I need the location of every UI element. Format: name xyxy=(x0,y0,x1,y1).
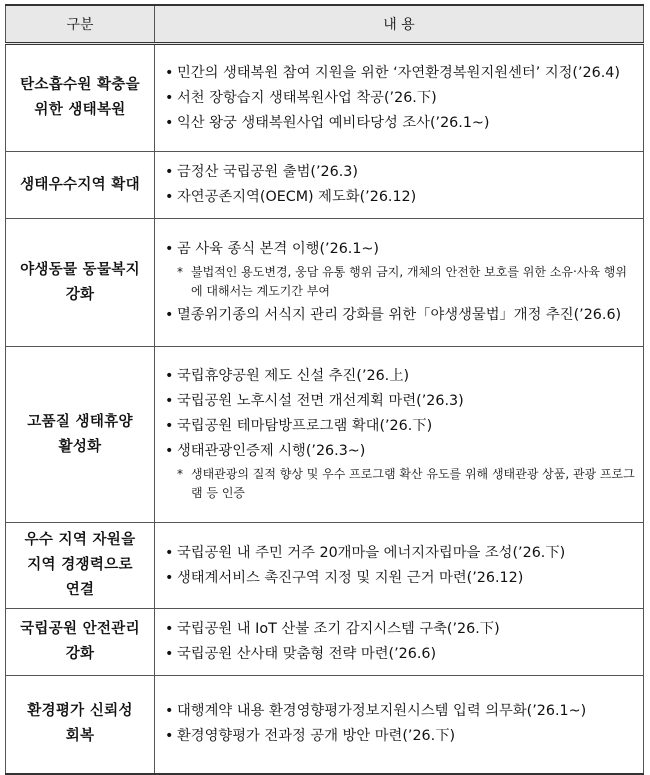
category-cell xyxy=(6,219,155,347)
list-item xyxy=(165,567,635,590)
category-label: 국립공원 안전관리 강화 xyxy=(20,621,140,662)
table-row xyxy=(6,219,644,347)
item-text: 멸종위기종의 서식지 관리 강화를 위한「야생생물법」개정 추진(’26.6) xyxy=(177,307,622,323)
category-cell xyxy=(6,347,155,523)
category-cell xyxy=(6,152,155,219)
list-item xyxy=(165,390,635,413)
content-cell xyxy=(155,676,644,774)
list-item xyxy=(165,440,635,463)
list-item xyxy=(165,725,635,748)
bullet-icon: • xyxy=(165,569,174,586)
header-content: 내 용 xyxy=(155,5,644,44)
table-row xyxy=(6,676,644,774)
category-label: 탄소흡수원 확충을 위한 생태복원 xyxy=(20,77,140,118)
bullet-icon: • xyxy=(165,64,174,81)
bullet-icon: • xyxy=(165,646,174,662)
category-cell xyxy=(6,609,155,676)
item-text: 국립휴양공원 제도 신설 추진(’26.上) xyxy=(177,368,410,384)
note-asterisk-icon: * xyxy=(177,467,183,481)
list-item xyxy=(165,87,635,110)
item-text: 서천 장항습지 생태복원사업 착공(’26.下) xyxy=(177,89,437,106)
bullet-icon: • xyxy=(165,418,174,434)
category-label: 생태우수지역 확대 xyxy=(20,176,140,193)
list-item xyxy=(165,542,635,565)
item-text: 국립공원 내 IoT 산불 조기 감지시스템 구축(’26.下) xyxy=(177,621,500,637)
item-text: 민간의 생태복원 참여 지원을 위한 ‘자연환경복원지원센터’ 지정(’26.4) xyxy=(177,64,620,81)
content-cell xyxy=(155,44,644,152)
item-note xyxy=(177,263,635,301)
list-item xyxy=(165,618,635,641)
bullet-icon: • xyxy=(165,728,174,745)
bullet-icon: • xyxy=(165,703,174,720)
category-cell xyxy=(6,44,155,152)
item-text: 익산 왕궁 생태복원사업 예비타당성 조사(’26.1~) xyxy=(177,114,490,131)
bullet-icon: • xyxy=(165,241,174,257)
category-cell xyxy=(6,523,155,609)
item-text: 생태계서비스 촉진구역 지정 및 지원 근거 마련(’26.12) xyxy=(177,569,524,586)
bullet-icon: • xyxy=(165,393,174,409)
table-row xyxy=(6,44,644,152)
item-text: 국립공원 산사태 맞춤형 전략 마련(’26.6) xyxy=(177,646,437,662)
table-body xyxy=(6,44,644,774)
table-row xyxy=(6,609,644,676)
bullet-icon: • xyxy=(165,189,174,205)
bullet-icon: • xyxy=(165,544,174,561)
bullet-icon: • xyxy=(165,164,174,180)
list-item xyxy=(165,365,635,388)
category-label: 고품질 생태휴양 활성화 xyxy=(27,413,133,455)
item-text: 국립공원 테마탐방프로그램 확대(’26.下) xyxy=(177,418,433,434)
note-asterisk-icon: * xyxy=(177,265,183,279)
table-header-row xyxy=(6,5,644,44)
list-item xyxy=(165,186,635,209)
bullet-icon: • xyxy=(165,89,174,106)
list-item xyxy=(165,700,635,723)
list-item xyxy=(165,161,635,184)
item-text: 생태관광인증제 시행(’26.3~) xyxy=(177,443,366,459)
category-label: 환경평가 신뢰성 회복 xyxy=(27,703,133,745)
list-item xyxy=(165,643,635,666)
item-text: 금정산 국립공원 출범(’26.3) xyxy=(177,164,358,180)
list-item xyxy=(165,62,635,85)
note-text: 생태관광의 질적 향상 및 우수 프로그램 확산 유도를 위해 생태관광 상품, 관광 프로그램 등 인증 xyxy=(191,467,635,500)
table-row xyxy=(6,152,644,219)
content-cell xyxy=(155,609,644,676)
list-item xyxy=(165,304,635,327)
item-text: 국립공원 노후시설 전면 개선계획 마련(’26.3) xyxy=(177,393,464,409)
item-text: 곰 사육 종식 본격 이행(’26.1~) xyxy=(177,241,379,257)
bullet-icon: • xyxy=(165,307,174,323)
content-cell xyxy=(155,219,644,347)
category-cell xyxy=(6,676,155,774)
table-row xyxy=(6,347,644,523)
item-text: 환경영향평가 전과정 공개 방안 마련(’26.下) xyxy=(177,728,456,745)
table-row xyxy=(6,523,644,609)
note-text: 불법적인 용도변경, 웅담 유통 행위 금지, 개체의 안전한 보호를 위한 소유‧사육 행위에 대해서는 계도기간 부여 xyxy=(191,265,627,298)
category-label: 우수 지역 자원을 지역 경쟁력으로 연결 xyxy=(24,532,136,598)
content-cell xyxy=(155,152,644,219)
bullet-icon: • xyxy=(165,114,174,131)
policy-table-container xyxy=(5,4,643,769)
list-item xyxy=(165,112,635,135)
content-cell xyxy=(155,523,644,609)
bullet-icon: • xyxy=(165,621,174,637)
item-text: 자연공존지역(OECM) 제도화(’26.12) xyxy=(177,189,417,205)
item-text: 국립공원 내 주민 거주 20개마을 에너지자립마을 조성(’26.下) xyxy=(177,544,566,561)
bullet-icon: • xyxy=(165,443,174,459)
policy-table xyxy=(5,4,644,775)
item-note xyxy=(177,465,635,503)
category-label: 야생동물 동물복지 강화 xyxy=(20,261,140,303)
list-item xyxy=(165,238,635,261)
item-text: 대행계약 내용 환경영향평가정보지원시스템 입력 의무화(’26.1~) xyxy=(177,703,587,720)
content-cell xyxy=(155,347,644,523)
bullet-icon: • xyxy=(165,368,174,384)
list-item xyxy=(165,415,635,438)
header-category: 구분 xyxy=(6,5,155,44)
